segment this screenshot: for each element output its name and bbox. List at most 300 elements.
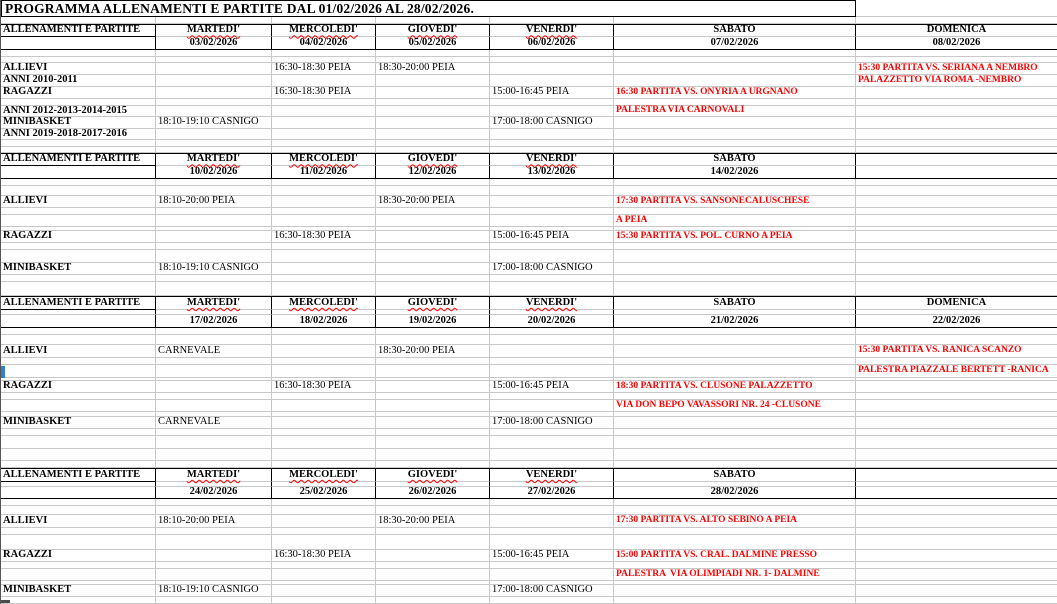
empty-cell[interactable] [614,528,856,535]
empty-cell[interactable] [614,562,856,569]
match-info-cell[interactable]: VIA DON BEPO VAVASSORI NR. 24 -CLUSONE [614,400,856,412]
empty-cell[interactable] [856,328,1057,335]
empty-cell[interactable] [614,345,856,358]
empty-cell[interactable] [614,275,856,282]
day-header-cell[interactable]: VENERDI' [490,468,614,482]
empty-cell[interactable] [272,75,376,87]
empty-cell[interactable] [272,585,376,597]
empty-cell[interactable] [376,449,490,461]
empty-cell[interactable] [856,215,1057,227]
empty-cell[interactable] [156,250,272,263]
empty-cell[interactable] [376,569,490,581]
date-cell[interactable]: 22/02/2026 [856,315,1057,328]
training-time-cell[interactable]: 18:30-20:00 PEIA [376,515,490,528]
row-label-cell[interactable]: MINIBASKET [1,585,156,597]
empty-cell[interactable] [1,562,156,569]
date-cell[interactable]: 10/02/2026 [156,166,272,179]
empty-cell[interactable] [856,506,1057,515]
empty-cell[interactable] [156,208,272,215]
empty-cell[interactable] [490,535,614,550]
empty-cell[interactable] [272,562,376,569]
date-cell[interactable]: 25/02/2026 [272,487,376,499]
day-header-cell[interactable]: DOMENICA [856,296,1057,310]
row-label-cell[interactable]: ALLENAMENTI E PARTITE [1,296,156,310]
empty-cell[interactable] [376,358,490,365]
empty-cell[interactable] [272,17,376,24]
match-info-cell[interactable]: PALESTRA VIA CARNOVALI [614,106,856,117]
empty-cell[interactable] [156,63,272,75]
empty-cell[interactable] [856,381,1057,393]
empty-cell[interactable] [490,186,614,196]
day-header-cell[interactable]: MERCOLEDI' [272,296,376,310]
empty-cell[interactable] [856,99,1057,106]
date-cell[interactable]: 07/02/2026 [614,37,856,50]
empty-cell[interactable] [1,597,156,604]
empty-cell[interactable] [376,263,490,275]
empty-cell[interactable] [376,282,490,296]
empty-cell[interactable] [490,345,614,358]
match-info-cell[interactable]: 16:30 PARTITA VS. ONYRIA A URGNANO [614,87,856,99]
empty-cell[interactable] [856,393,1057,400]
training-time-cell[interactable]: 18:30-20:00 PEIA [376,63,490,75]
row-label-cell[interactable]: ALLIEVI [1,196,156,208]
empty-cell[interactable] [272,335,376,345]
empty-cell[interactable] [1,328,156,335]
empty-cell[interactable] [1,535,156,550]
day-header-cell[interactable]: MARTEDI' [156,296,272,310]
empty-cell[interactable] [614,365,856,378]
empty-cell[interactable] [272,263,376,275]
empty-cell[interactable] [156,499,272,506]
empty-cell[interactable] [272,275,376,282]
empty-cell[interactable] [272,196,376,208]
empty-cell[interactable] [272,393,376,400]
empty-cell[interactable] [376,506,490,515]
row-label-cell[interactable]: ANNI 2010-2011 [1,75,156,87]
empty-cell[interactable] [614,358,856,365]
empty-cell[interactable] [1,215,156,227]
empty-cell[interactable] [856,550,1057,562]
day-header-cell[interactable]: DOMENICA [856,24,1057,37]
row-label-cell[interactable]: RAGAZZI [1,87,156,99]
day-header-cell[interactable]: SABATO [614,153,856,166]
empty-cell[interactable] [272,50,376,57]
empty-cell[interactable] [156,129,272,140]
empty-cell[interactable] [272,597,376,604]
empty-cell[interactable] [272,328,376,335]
empty-cell[interactable] [376,328,490,335]
empty-cell[interactable] [272,215,376,227]
empty-cell[interactable] [156,550,272,562]
empty-cell[interactable] [1,282,156,296]
empty-cell[interactable] [156,365,272,378]
training-time-cell[interactable]: 18:10-20:00 PEIA [156,515,272,528]
day-header-cell[interactable]: MARTEDI' [156,24,272,37]
day-header-cell[interactable]: SABATO [614,24,856,37]
empty-cell[interactable] [272,208,376,215]
empty-cell[interactable] [156,75,272,87]
day-header-cell[interactable]: MERCOLEDI' [272,24,376,37]
empty-cell[interactable] [614,208,856,215]
training-time-cell[interactable]: 18:10-20:00 PEIA [156,196,272,208]
day-header-cell[interactable]: SABATO [614,468,856,482]
empty-cell[interactable] [376,429,490,436]
empty-cell[interactable] [1,365,156,378]
empty-cell[interactable] [1,335,156,345]
empty-cell[interactable] [856,569,1057,581]
empty-cell[interactable] [490,140,614,147]
match-info-cell[interactable]: 17:30 PARTITA VS. ALTO SEBINO A PEIA [614,515,856,528]
empty-cell[interactable] [1,436,156,449]
empty-cell[interactable] [614,75,856,87]
empty-cell[interactable] [272,99,376,106]
date-cell[interactable]: 18/02/2026 [272,315,376,328]
empty-cell[interactable] [272,436,376,449]
row-label-cell[interactable]: RAGAZZI [1,550,156,562]
empty-cell[interactable] [376,87,490,99]
empty-cell[interactable] [856,461,1057,468]
empty-cell[interactable] [1,275,156,282]
empty-cell[interactable] [376,215,490,227]
empty-cell[interactable] [490,515,614,528]
empty-cell[interactable] [614,17,856,24]
empty-cell[interactable] [856,87,1057,99]
empty-cell[interactable] [614,461,856,468]
empty-cell[interactable] [614,328,856,335]
empty-cell[interactable] [376,393,490,400]
row-label-cell[interactable]: RAGAZZI [1,231,156,243]
empty-cell[interactable] [490,250,614,263]
training-time-cell[interactable]: 16:30-18:30 PEIA [272,381,376,393]
empty-cell[interactable] [856,449,1057,461]
empty-cell[interactable] [156,231,272,243]
day-header-cell[interactable]: MERCOLEDI' [272,468,376,482]
empty-cell[interactable] [376,75,490,87]
row-label-cell[interactable]: ANNI 2019-2018-2017-2016 [1,129,156,140]
empty-cell[interactable] [1,250,156,263]
empty-cell[interactable] [490,597,614,604]
empty-cell[interactable] [272,400,376,412]
empty-cell[interactable] [490,208,614,215]
empty-cell[interactable] [490,75,614,87]
empty-cell[interactable] [856,140,1057,147]
empty-cell[interactable] [272,569,376,581]
empty-cell[interactable] [490,499,614,506]
empty-cell[interactable] [614,117,856,129]
empty-cell[interactable] [156,179,272,186]
empty-cell[interactable] [156,140,272,147]
day-header-cell[interactable]: GIOVEDI' [376,296,490,310]
empty-cell[interactable] [490,429,614,436]
training-time-cell[interactable]: 18:30-20:00 PEIA [376,196,490,208]
training-time-cell[interactable]: 17:00-18:00 CASNIGO [490,263,614,275]
empty-cell[interactable] [156,429,272,436]
empty-cell[interactable] [376,129,490,140]
empty-cell[interactable] [614,499,856,506]
empty-cell[interactable] [156,243,272,250]
empty-cell[interactable] [614,535,856,550]
empty-cell[interactable] [1,37,156,50]
date-cell[interactable]: 26/02/2026 [376,487,490,499]
empty-cell[interactable] [490,461,614,468]
training-time-cell[interactable]: 18:10-19:10 CASNIGO [156,585,272,597]
empty-cell[interactable] [272,243,376,250]
empty-cell[interactable] [156,358,272,365]
empty-cell[interactable] [376,499,490,506]
day-header-cell[interactable]: SABATO [614,296,856,310]
empty-cell[interactable] [272,186,376,196]
date-cell[interactable]: 17/02/2026 [156,315,272,328]
empty-cell[interactable] [1,358,156,365]
empty-cell[interactable] [490,506,614,515]
empty-cell[interactable] [856,106,1057,117]
empty-cell[interactable] [156,99,272,106]
empty-cell[interactable] [490,275,614,282]
empty-cell[interactable] [490,562,614,569]
date-cell[interactable]: 20/02/2026 [490,315,614,328]
empty-cell[interactable] [156,328,272,335]
empty-cell[interactable] [490,400,614,412]
empty-cell[interactable] [156,87,272,99]
empty-cell[interactable] [614,282,856,296]
empty-cell[interactable] [856,468,1057,482]
empty-cell[interactable] [156,17,272,24]
training-time-cell[interactable]: 15:00-16:45 PEIA [490,231,614,243]
empty-cell[interactable] [490,243,614,250]
empty-cell[interactable] [490,99,614,106]
empty-cell[interactable] [376,99,490,106]
training-time-cell[interactable]: 18:10-19:10 CASNIGO [156,263,272,275]
empty-cell[interactable] [856,282,1057,296]
empty-cell[interactable] [856,129,1057,140]
empty-cell[interactable] [856,335,1057,345]
empty-cell[interactable] [1,400,156,412]
empty-cell[interactable] [856,358,1057,365]
empty-cell[interactable] [614,429,856,436]
empty-cell[interactable] [376,535,490,550]
empty-cell[interactable] [376,17,490,24]
row-label-cell[interactable]: ANNI 2012-2013-2014-2015 [1,106,156,117]
empty-cell[interactable] [376,208,490,215]
empty-cell[interactable] [856,0,1057,17]
date-cell[interactable]: 14/02/2026 [614,166,856,179]
empty-cell[interactable] [272,461,376,468]
row-label-cell[interactable]: ALLENAMENTI E PARTITE [1,24,156,37]
empty-cell[interactable] [272,535,376,550]
empty-cell[interactable] [272,515,376,528]
empty-cell[interactable] [614,140,856,147]
training-time-cell[interactable]: CARNEVALE [156,417,272,429]
empty-cell[interactable] [376,243,490,250]
row-label-cell[interactable]: ALLIEVI [1,63,156,75]
empty-cell[interactable] [156,528,272,535]
empty-cell[interactable] [272,506,376,515]
row-label-cell[interactable]: MINIBASKET [1,417,156,429]
row-label-cell[interactable]: RAGAZZI [1,381,156,393]
empty-cell[interactable] [490,17,614,24]
day-header-cell[interactable]: VENERDI' [490,153,614,166]
empty-cell[interactable] [1,461,156,468]
empty-cell[interactable] [376,335,490,345]
empty-cell[interactable] [490,328,614,335]
empty-cell[interactable] [614,597,856,604]
empty-cell[interactable] [156,569,272,581]
date-cell[interactable]: 28/02/2026 [614,487,856,499]
training-time-cell[interactable]: 17:00-18:00 CASNIGO [490,585,614,597]
empty-cell[interactable] [1,506,156,515]
empty-cell[interactable] [856,179,1057,186]
empty-cell[interactable] [376,50,490,57]
sheet-title[interactable]: PROGRAMMA ALLENAMENTI E PARTITE DAL 01/02/2026 AL 28/02/2026. [1,0,856,17]
empty-cell[interactable] [614,179,856,186]
empty-cell[interactable] [490,449,614,461]
match-info-cell[interactable]: PALESTRA PIAZZALE BERTETT -RANICA [856,365,1057,378]
empty-cell[interactable] [272,499,376,506]
empty-cell[interactable] [856,250,1057,263]
empty-cell[interactable] [856,528,1057,535]
empty-cell[interactable] [272,358,376,365]
empty-cell[interactable] [272,129,376,140]
empty-cell[interactable] [490,436,614,449]
empty-cell[interactable] [376,436,490,449]
empty-cell[interactable] [1,243,156,250]
empty-cell[interactable] [490,63,614,75]
empty-cell[interactable] [376,528,490,535]
empty-cell[interactable] [1,429,156,436]
empty-cell[interactable] [856,231,1057,243]
training-time-cell[interactable]: 17:00-18:00 CASNIGO [490,417,614,429]
empty-cell[interactable] [490,179,614,186]
empty-cell[interactable] [272,282,376,296]
row-label-cell[interactable]: ALLENAMENTI E PARTITE [1,468,156,482]
empty-cell[interactable] [856,400,1057,412]
day-header-cell[interactable]: MARTEDI' [156,153,272,166]
empty-cell[interactable] [1,449,156,461]
empty-cell[interactable] [614,449,856,461]
day-header-cell[interactable]: GIOVEDI' [376,468,490,482]
empty-cell[interactable] [614,436,856,449]
empty-cell[interactable] [856,515,1057,528]
empty-cell[interactable] [272,365,376,378]
empty-cell[interactable] [272,250,376,263]
empty-cell[interactable] [376,597,490,604]
empty-cell[interactable] [272,140,376,147]
empty-cell[interactable] [490,196,614,208]
empty-cell[interactable] [856,436,1057,449]
empty-cell[interactable] [490,282,614,296]
empty-cell[interactable] [856,166,1057,179]
date-cell[interactable]: 19/02/2026 [376,315,490,328]
match-info-cell[interactable]: 17:30 PARTITA VS. SANSONECALUSCHESE [614,196,856,208]
empty-cell[interactable] [376,400,490,412]
training-time-cell[interactable]: 16:30-18:30 PEIA [272,231,376,243]
empty-cell[interactable] [272,117,376,129]
empty-cell[interactable] [856,417,1057,429]
empty-cell[interactable] [376,562,490,569]
match-info-cell[interactable]: 15:30 PARTITA VS. SERIANA A NEMBRO [856,63,1057,75]
empty-cell[interactable] [856,153,1057,166]
empty-cell[interactable] [272,429,376,436]
day-header-cell[interactable]: VENERDI' [490,24,614,37]
empty-cell[interactable] [1,208,156,215]
empty-cell[interactable] [156,506,272,515]
empty-cell[interactable] [490,358,614,365]
empty-cell[interactable] [614,417,856,429]
row-label-cell[interactable]: ALLIEVI [1,345,156,358]
empty-cell[interactable] [376,275,490,282]
empty-cell[interactable] [614,129,856,140]
empty-cell[interactable] [376,585,490,597]
row-label-cell[interactable]: ALLENAMENTI E PARTITE [1,153,156,166]
empty-cell[interactable] [490,335,614,345]
empty-cell[interactable] [856,208,1057,215]
empty-cell[interactable] [1,569,156,581]
empty-cell[interactable] [856,499,1057,506]
empty-cell[interactable] [376,417,490,429]
empty-cell[interactable] [156,393,272,400]
empty-cell[interactable] [376,381,490,393]
row-label-cell[interactable]: MINIBASKET [1,117,156,129]
empty-cell[interactable] [272,449,376,461]
training-time-cell[interactable]: 18:30-20:00 PEIA [376,345,490,358]
match-info-cell[interactable]: 15:30 PARTITA VS. RANICA SCANZO [856,345,1057,358]
empty-cell[interactable] [614,186,856,196]
training-time-cell[interactable]: 16:30-18:30 PEIA [272,550,376,562]
empty-cell[interactable] [856,196,1057,208]
day-header-cell[interactable]: GIOVEDI' [376,153,490,166]
empty-cell[interactable] [156,535,272,550]
empty-cell[interactable] [856,562,1057,569]
empty-cell[interactable] [1,140,156,147]
empty-cell[interactable] [376,461,490,468]
match-info-cell[interactable]: 15:30 PARTITA VS. POL. CURNO A PEIA [614,231,856,243]
match-info-cell[interactable]: A PEIA [614,215,856,227]
date-cell[interactable]: 03/02/2026 [156,37,272,50]
empty-cell[interactable] [856,263,1057,275]
empty-cell[interactable] [272,528,376,535]
empty-cell[interactable] [376,140,490,147]
training-time-cell[interactable]: 15:00-16:45 PEIA [490,550,614,562]
date-cell[interactable]: 06/02/2026 [490,37,614,50]
training-time-cell[interactable]: 16:30-18:30 PEIA [272,63,376,75]
training-time-cell[interactable]: 18:10-19:10 CASNIGO [156,117,272,129]
training-time-cell[interactable]: CARNEVALE [156,345,272,358]
day-header-cell[interactable]: VENERDI' [490,296,614,310]
empty-cell[interactable] [1,50,156,57]
date-cell[interactable]: 12/02/2026 [376,166,490,179]
empty-cell[interactable] [156,50,272,57]
empty-cell[interactable] [490,569,614,581]
empty-cell[interactable] [156,381,272,393]
match-info-cell[interactable]: PALAZZETTO VIA ROMA -NEMBRO [856,75,1057,87]
empty-cell[interactable] [614,243,856,250]
empty-cell[interactable] [376,179,490,186]
date-cell[interactable]: 05/02/2026 [376,37,490,50]
empty-cell[interactable] [376,117,490,129]
date-cell[interactable]: 11/02/2026 [272,166,376,179]
date-cell[interactable]: 24/02/2026 [156,487,272,499]
empty-cell[interactable] [614,393,856,400]
empty-cell[interactable] [490,393,614,400]
empty-cell[interactable] [614,50,856,57]
empty-cell[interactable] [490,365,614,378]
empty-cell[interactable] [156,597,272,604]
empty-cell[interactable] [1,528,156,535]
empty-cell[interactable] [376,250,490,263]
empty-cell[interactable] [156,449,272,461]
row-label-cell[interactable]: MINIBASKET [1,263,156,275]
empty-cell[interactable] [856,275,1057,282]
